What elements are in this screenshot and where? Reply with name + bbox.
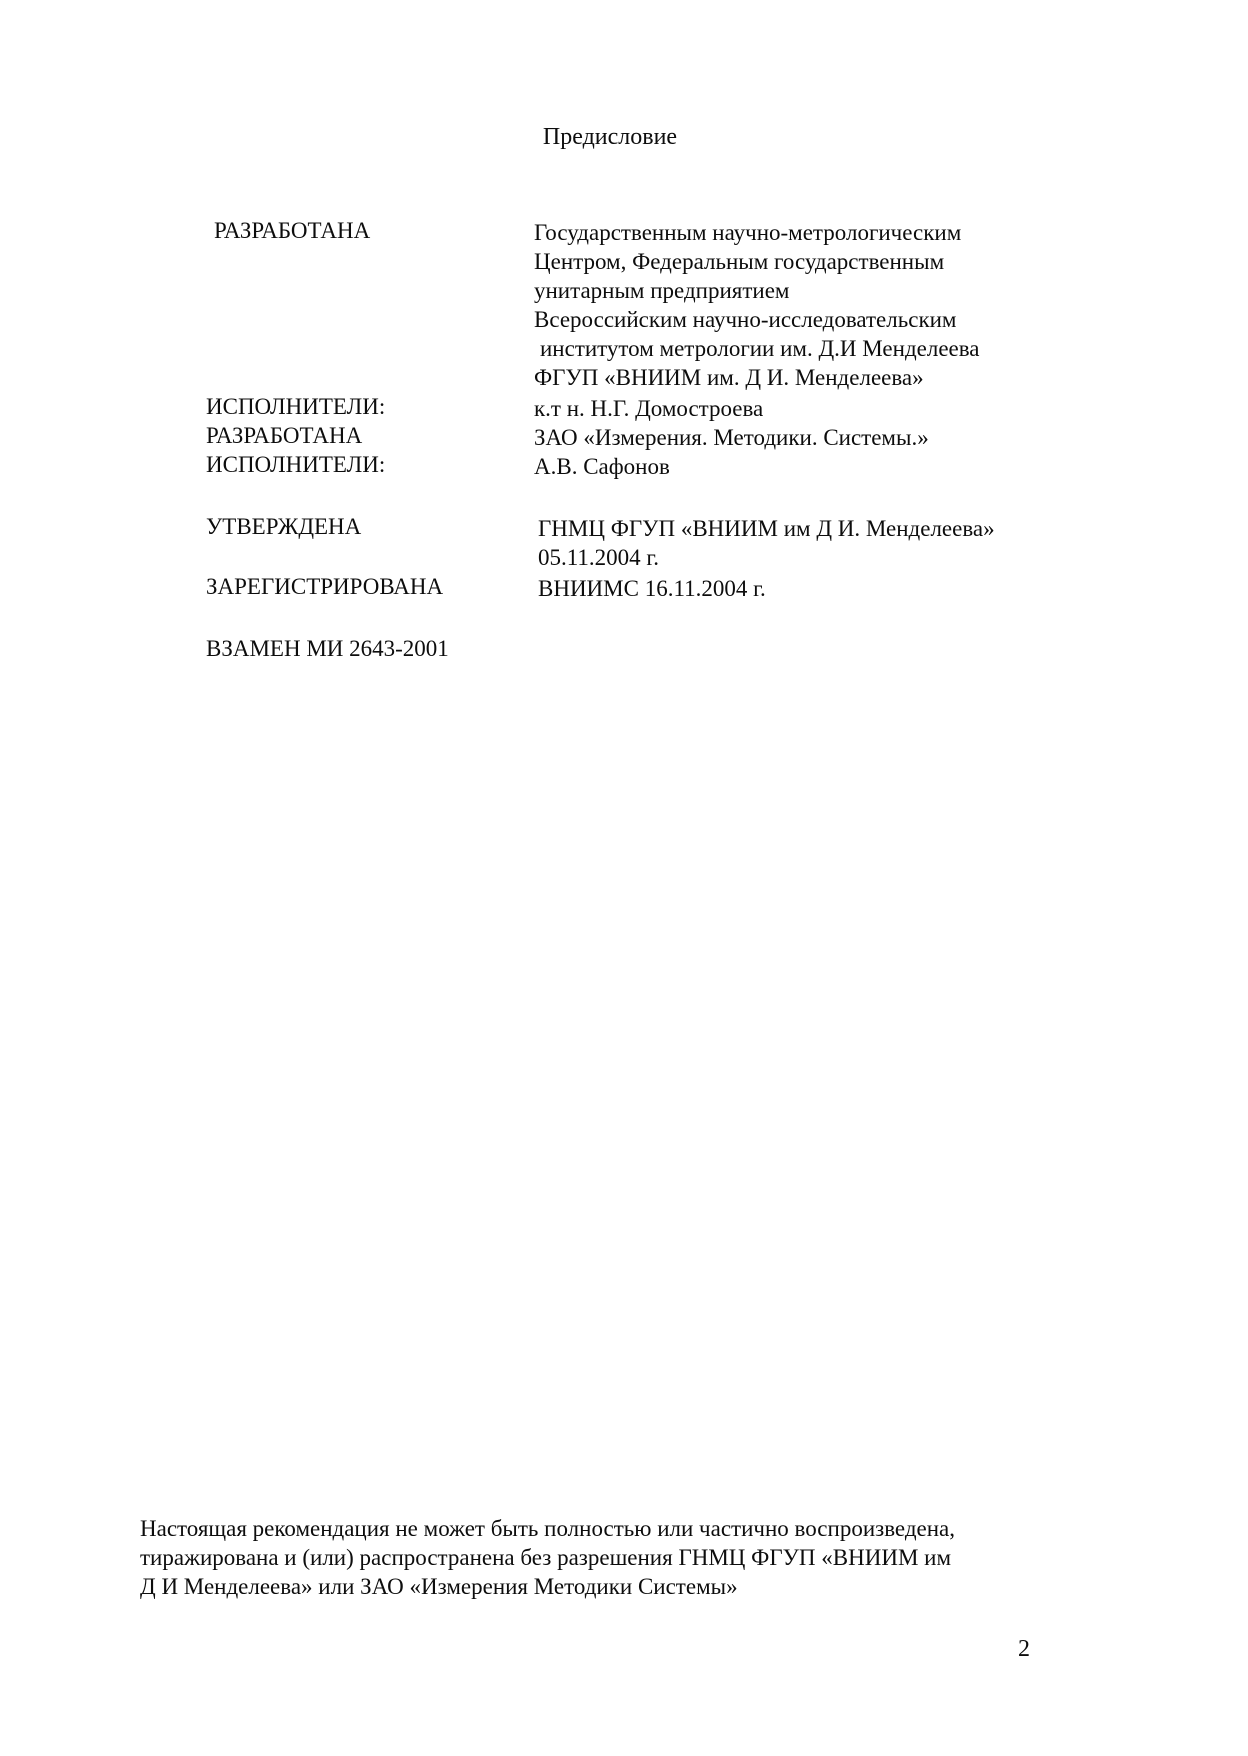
approved-label: УТВЕРЖДЕНА (206, 514, 362, 539)
developed-value-2: ЗАО «Измерения. Методики. Системы.» (534, 425, 929, 450)
executors-value-1: к.т н. Н.Г. Домостроева (534, 396, 764, 421)
registered-label: ЗАРЕГИСТРИРОВАНА (206, 574, 444, 599)
developed-label: РАЗРАБОТАНА (214, 218, 371, 243)
developed-line-6: ФГУП «ВНИИМ им. Д И. Менделеева» (534, 365, 924, 390)
replaces-note: ВЗАМЕН МИ 2643-2001 (206, 636, 449, 661)
developed-label-2: РАЗРАБОТАНА (206, 423, 363, 448)
developed-line-5: институтом метрологии им. Д.И Менделеева (540, 336, 980, 361)
page-title: Предисловие (542, 124, 678, 150)
registered-value: ВНИИМС 16.11.2004 г. (538, 576, 766, 601)
notice-line-2: тиражирована и (или) распространена без разрешения ГНМЦ ФГУП «ВНИИМ им (140, 1545, 952, 1570)
notice-line-3: Д И Менделеева» или ЗАО «Измерения Методики Системы» (140, 1574, 738, 1599)
executors-label-2: ИСПОЛНИТЕЛИ: (206, 452, 386, 477)
developed-line-4: Всероссийским научно-исследовательским (534, 307, 957, 332)
approved-line-1: ГНМЦ ФГУП «ВНИИМ им Д И. Менделеева» (538, 516, 995, 541)
page-number: 2 (1018, 1636, 1030, 1662)
developed-line-3: унитарным предприятием (534, 278, 790, 303)
developed-organization (534, 218, 980, 392)
developed-line-2: Центром, Федеральным государственным (534, 249, 945, 274)
developed-line-1: Государственным научно-метрологическим (534, 220, 962, 245)
copyright-notice (140, 1514, 1100, 1601)
approved-value (538, 514, 995, 572)
executors-label-1: ИСПОЛНИТЕЛИ: (206, 394, 386, 419)
approved-line-2: 05.11.2004 г. (538, 545, 659, 570)
executors-value-2: А.В. Сафонов (534, 454, 670, 479)
notice-line-1: Настоящая рекомендация не может быть полностью или частично воспроизведена, (140, 1516, 956, 1541)
